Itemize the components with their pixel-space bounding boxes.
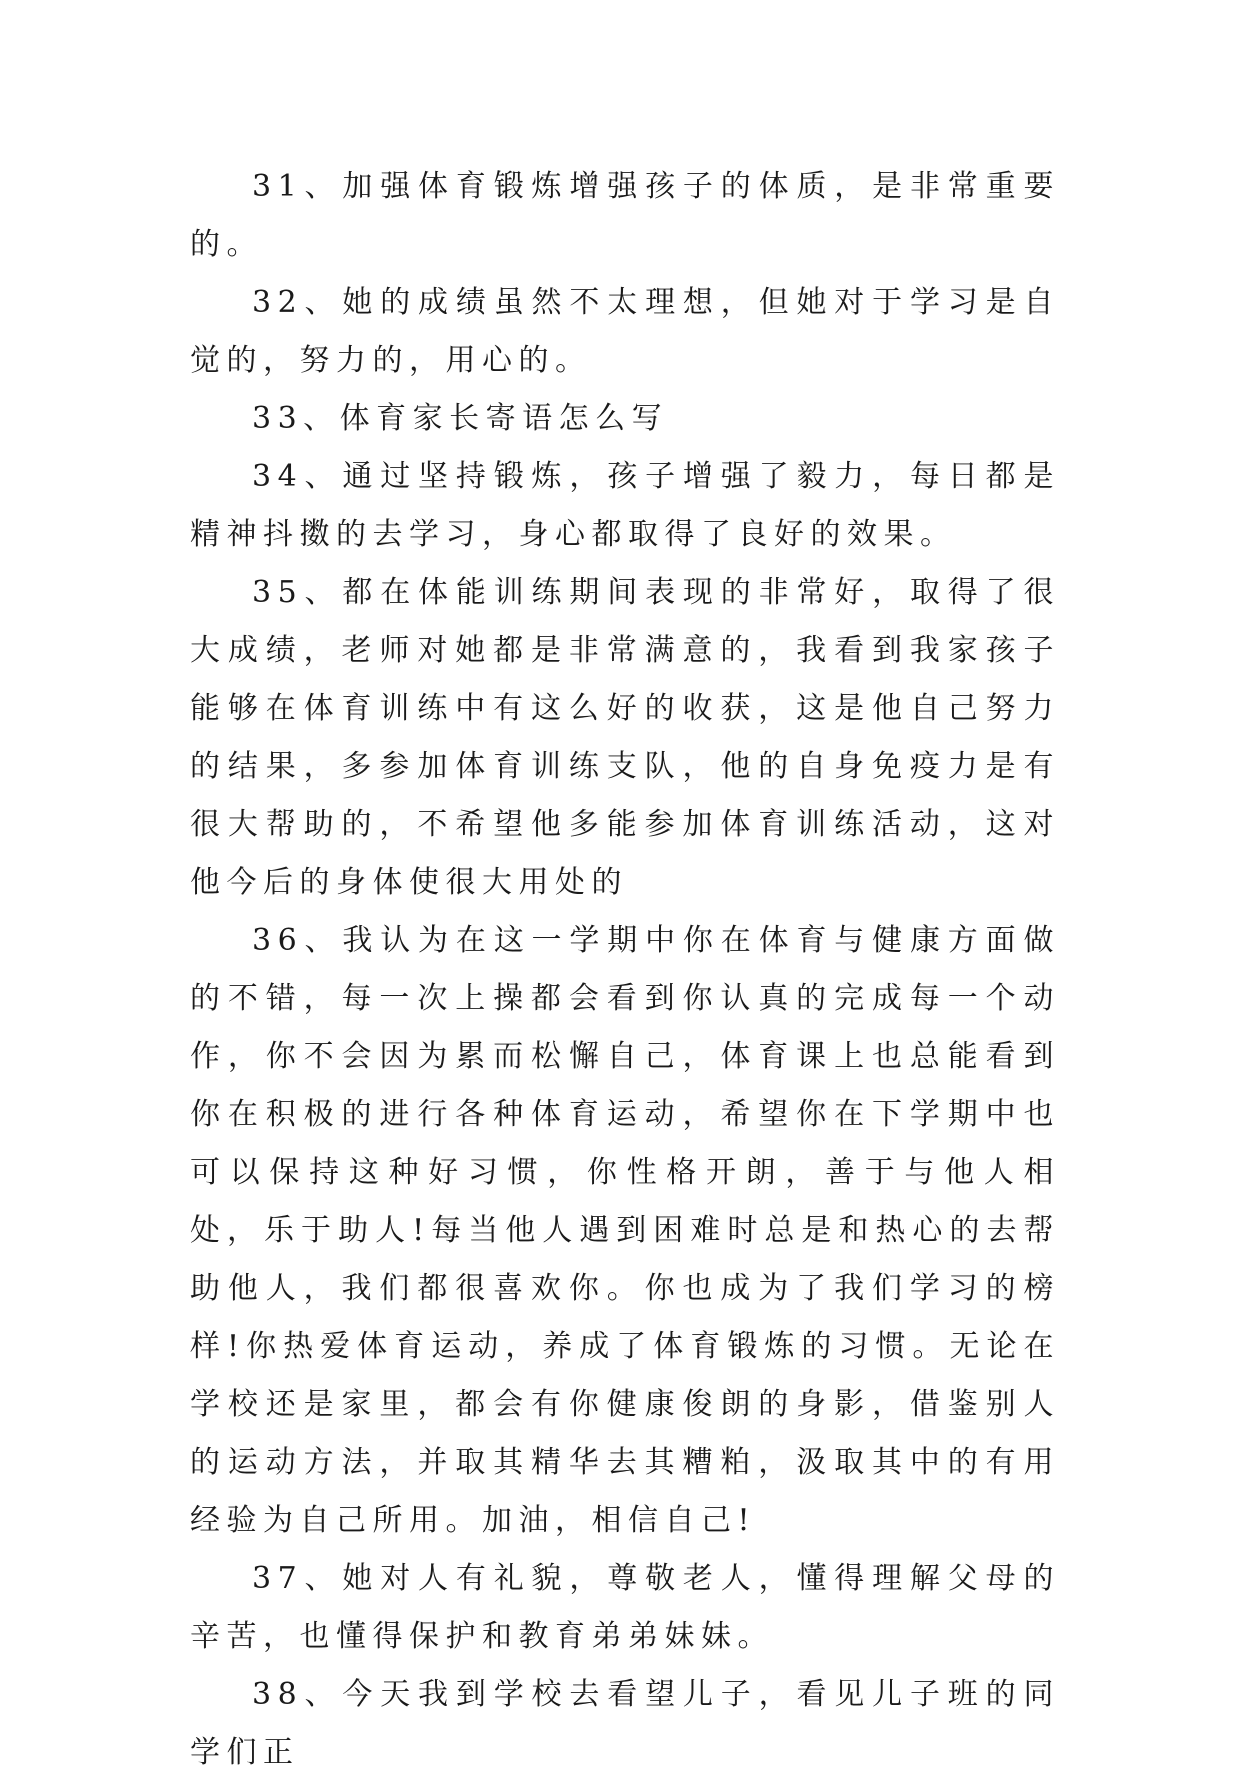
paragraph-38: 38、今天我到学校去看望儿子，看见儿子班的同学们正: [190, 1677, 1060, 1770]
paragraph-35: 35、都在体能训练期间表现的非常好，取得了很大成绩，老师对她都是非常满意的，我看到我家孩子能够在体育训练中有这么好的收获，这是他自己努力的结果，多参加体育训练支队，他的自身免疫力是有很大帮助的，不希望他多能参加体育训练活动，这对他今后的身体使很大用处的: [190, 575, 1060, 900]
paragraph-36: 36、我认为在这一学期中你在体育与健康方面做的不错，每一次上操都会看到你认真的完成每一个动作，你不会因为累而松懈自己，体育课上也总能看到你在积极的进行各种体育运动，希望你在下学期中也可以保持这种好习惯，你性格开朗，善于与他人相处，乐于助人!每当他人遇到困难时总是和热心的去帮助他人，我们都很喜欢你。你也成为了我们学习的榜样!你热爱体育运动，养成了体育锻炼的习惯。无论在学校还是家里，都会有你健康俊朗的身影，借鉴别人的运动方法，并取其精华去其糟粕，汲取其中的有用经验为自己所用。加油，相信自己!: [190, 923, 1060, 1538]
paragraph-34: 34、通过坚持锻炼，孩子增强了毅力，每日都是精神抖擞的去学习，身心都取得了良好的效果。: [190, 459, 1060, 552]
paragraph-31: 31、加强体育锻炼增强孩子的体质，是非常重要的。: [190, 169, 1060, 262]
paragraph-37: 37、她对人有礼貌，尊敬老人，懂得理解父母的辛苦，也懂得保护和教育弟弟妹妹。: [190, 1561, 1060, 1654]
paragraph-32: 32、她的成绩虽然不太理想，但她对于学习是自觉的，努力的，用心的。: [190, 285, 1060, 378]
document-body: [190, 158, 1060, 1782]
paragraph-33: 33、体育家长寄语怎么写: [252, 401, 669, 436]
